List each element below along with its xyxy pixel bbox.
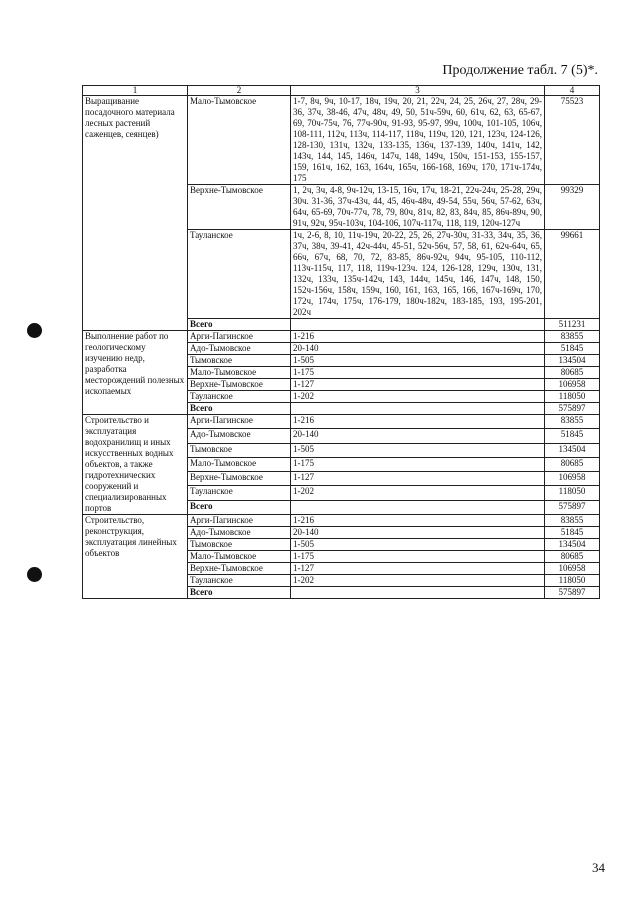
forestry-cell: Мало-Тымовское bbox=[188, 96, 291, 185]
page-number: 34 bbox=[592, 860, 605, 875]
quarters-cell: 1-175 bbox=[291, 551, 545, 563]
total-value: 511231 bbox=[545, 319, 600, 331]
forestry-cell: Арги-Пагинское bbox=[188, 331, 291, 343]
quarters-cell: 20-140 bbox=[291, 527, 545, 539]
area-cell: 118050 bbox=[545, 391, 600, 403]
punch-hole-icon bbox=[27, 323, 42, 338]
area-cell: 83855 bbox=[545, 331, 600, 343]
forestry-cell: Адо-Тымовское bbox=[188, 429, 291, 443]
column-header: 2 bbox=[188, 86, 291, 96]
quarters-cell: 1-127 bbox=[291, 379, 545, 391]
area-cell: 118050 bbox=[545, 486, 600, 500]
quarters-cell: 1-127 bbox=[291, 472, 545, 486]
column-header-row bbox=[83, 86, 600, 96]
forestry-cell: Тымовское bbox=[188, 539, 291, 551]
area-cell: 51845 bbox=[545, 343, 600, 355]
forestry-cell: Мало-Тымовское bbox=[188, 457, 291, 471]
purpose-cell: Выполнение работ по геологическому изучению недр, разработка месторождений полезных ископаемых bbox=[83, 331, 188, 415]
forestry-cell: Тауланское bbox=[188, 486, 291, 500]
area-cell: 83855 bbox=[545, 415, 600, 429]
empty-cell bbox=[291, 500, 545, 514]
total-value: 575897 bbox=[545, 403, 600, 415]
area-cell: 51845 bbox=[545, 527, 600, 539]
total-label: Всего bbox=[188, 319, 291, 331]
forest-use-table bbox=[82, 85, 600, 599]
quarters-cell: 1-216 bbox=[291, 331, 545, 343]
forestry-cell: Мало-Тымовское bbox=[188, 551, 291, 563]
quarters-cell: 20-140 bbox=[291, 429, 545, 443]
forestry-cell: Тауланское bbox=[188, 575, 291, 587]
forestry-cell: Тауланское bbox=[188, 391, 291, 403]
total-label: Всего bbox=[188, 587, 291, 599]
area-cell: 80685 bbox=[545, 457, 600, 471]
total-label: Всего bbox=[188, 403, 291, 415]
quarters-cell: 1-175 bbox=[291, 367, 545, 379]
forestry-cell: Верхне-Тымовское bbox=[188, 185, 291, 230]
column-header: 1 bbox=[83, 86, 188, 96]
quarters-cell: 1-175 bbox=[291, 457, 545, 471]
table-row bbox=[83, 515, 600, 527]
area-cell: 80685 bbox=[545, 551, 600, 563]
quarters-cell: 1ч, 2-6, 8, 10, 11ч-19ч, 20-22, 25, 26, 27ч-30ч, 31-33, 34ч, 35, 36, 37ч, 38ч, 39-41, 42ч-44ч, 45-51, 52ч-56ч, 57, 58, 61, 62ч-64ч, 65, 66ч, 67ч, 68, 70, 72, 83-85, 86ч-92ч, 94ч, 95-105, 110-112, 113ч-115ч, 117, 118, 119ч-123ч. 124, 126-128, 129ч, 130ч, 131, 132ч, 133ч, 135ч-142ч, 143, 144ч, 145ч, 146, 147ч, 148, 150, 152ч-156ч, 158ч, 159ч, 160, 161, 163, 165, 166, 167ч-169ч, 170, 172ч, 174ч, 175ч, 176-179, 180ч-182ч, 183-185, 193, 195-201, 202ч bbox=[291, 230, 545, 319]
quarters-cell: 1-202 bbox=[291, 486, 545, 500]
area-cell: 134504 bbox=[545, 443, 600, 457]
area-cell: 134504 bbox=[545, 355, 600, 367]
quarters-cell: 1-7, 8ч, 9ч, 10-17, 18ч, 19ч, 20, 21, 22ч, 24, 25, 26ч, 27, 28ч, 29-36, 37ч, 38-46, 47ч, 48ч, 49, 50, 51ч-59ч, 60, 61ч, 62, 63, 65-67, 69, 70ч-75ч, 76, 77ч-90ч, 91-93, 95-97, 99ч, 100ч, 101-105, 106ч, 108-111, 112ч, 113ч, 114-117, 118ч, 119ч, 120, 121, 123ч, 124-126, 128-130, 131ч, 132ч, 133-135, 136ч, 137-139, 140ч, 141ч, 142, 143ч, 144, 145, 146ч, 147ч, 148, 149ч, 150ч, 151-153, 155-157, 159, 161ч, 162, 163, 164ч, 165ч, 166-168, 169ч, 170, 171ч-174ч, 175 bbox=[291, 96, 545, 185]
empty-cell bbox=[291, 319, 545, 331]
area-cell: 51845 bbox=[545, 429, 600, 443]
empty-cell bbox=[291, 587, 545, 599]
total-label: Всего bbox=[188, 500, 291, 514]
column-header: 3 bbox=[291, 86, 545, 96]
forestry-cell: Тымовское bbox=[188, 443, 291, 457]
empty-cell bbox=[291, 403, 545, 415]
table-row bbox=[83, 96, 600, 185]
forestry-cell: Тымовское bbox=[188, 355, 291, 367]
forestry-cell: Верхне-Тымовское bbox=[188, 472, 291, 486]
quarters-cell: 1-505 bbox=[291, 355, 545, 367]
forestry-cell: Адо-Тымовское bbox=[188, 343, 291, 355]
purpose-cell: Выращивание посадочного материала лесных растений саженцев, сеянцев) bbox=[83, 96, 188, 331]
quarters-cell: 1-505 bbox=[291, 443, 545, 457]
area-cell: 99329 bbox=[545, 185, 600, 230]
area-cell: 83855 bbox=[545, 515, 600, 527]
forestry-cell: Арги-Пагинское bbox=[188, 515, 291, 527]
forestry-cell: Арги-Пагинское bbox=[188, 415, 291, 429]
quarters-cell: 1-202 bbox=[291, 391, 545, 403]
area-cell: 134504 bbox=[545, 539, 600, 551]
purpose-cell: Строительство, реконструкция, эксплуатация линейных объектов bbox=[83, 515, 188, 599]
quarters-cell: 1-202 bbox=[291, 575, 545, 587]
quarters-cell: 20-140 bbox=[291, 343, 545, 355]
area-cell: 106958 bbox=[545, 563, 600, 575]
area-cell: 118050 bbox=[545, 575, 600, 587]
quarters-cell: 1, 2ч, 3ч, 4-8, 9ч-12ч, 13-15, 16ч, 17ч, 18-21, 22ч-24ч, 25-28, 29ч, 30ч. 31-36, 37ч-43ч, 44, 45, 46ч-48ч, 49-54, 55ч, 56ч, 57-62, 63ч, 64ч, 65-69, 70ч-77ч, 78, 79, 80ч, 81ч, 82, 83, 84ч, 85, 86ч-89ч, 90, 91ч, 92ч, 95ч-103ч, 104-106, 107ч-117ч, 118, 119, 120ч-127ч bbox=[291, 185, 545, 230]
table-row bbox=[83, 331, 600, 343]
quarters-cell: 1-216 bbox=[291, 515, 545, 527]
punch-hole-icon bbox=[27, 567, 42, 582]
purpose-cell: Строительство и эксплуатация водохранилищ и иных искусственных водных объектов, а также гидротехнических сооружений и специализированных портов bbox=[83, 415, 188, 515]
area-cell: 80685 bbox=[545, 367, 600, 379]
forestry-cell: Верхне-Тымовское bbox=[188, 563, 291, 575]
quarters-cell: 1-127 bbox=[291, 563, 545, 575]
total-value: 575897 bbox=[545, 587, 600, 599]
forestry-cell: Адо-Тымовское bbox=[188, 527, 291, 539]
forestry-cell: Мало-Тымовское bbox=[188, 367, 291, 379]
area-cell: 106958 bbox=[545, 472, 600, 486]
quarters-cell: 1-505 bbox=[291, 539, 545, 551]
area-cell: 99661 bbox=[545, 230, 600, 319]
area-cell: 75523 bbox=[545, 96, 600, 185]
table-continuation-title: Продолжение табл. 7 (5)*. bbox=[442, 63, 598, 78]
forestry-cell: Верхне-Тымовское bbox=[188, 379, 291, 391]
quarters-cell: 1-216 bbox=[291, 415, 545, 429]
table-row bbox=[83, 415, 600, 429]
area-cell: 106958 bbox=[545, 379, 600, 391]
column-header: 4 bbox=[545, 86, 600, 96]
total-value: 575897 bbox=[545, 500, 600, 514]
forestry-cell: Тауланское bbox=[188, 230, 291, 319]
